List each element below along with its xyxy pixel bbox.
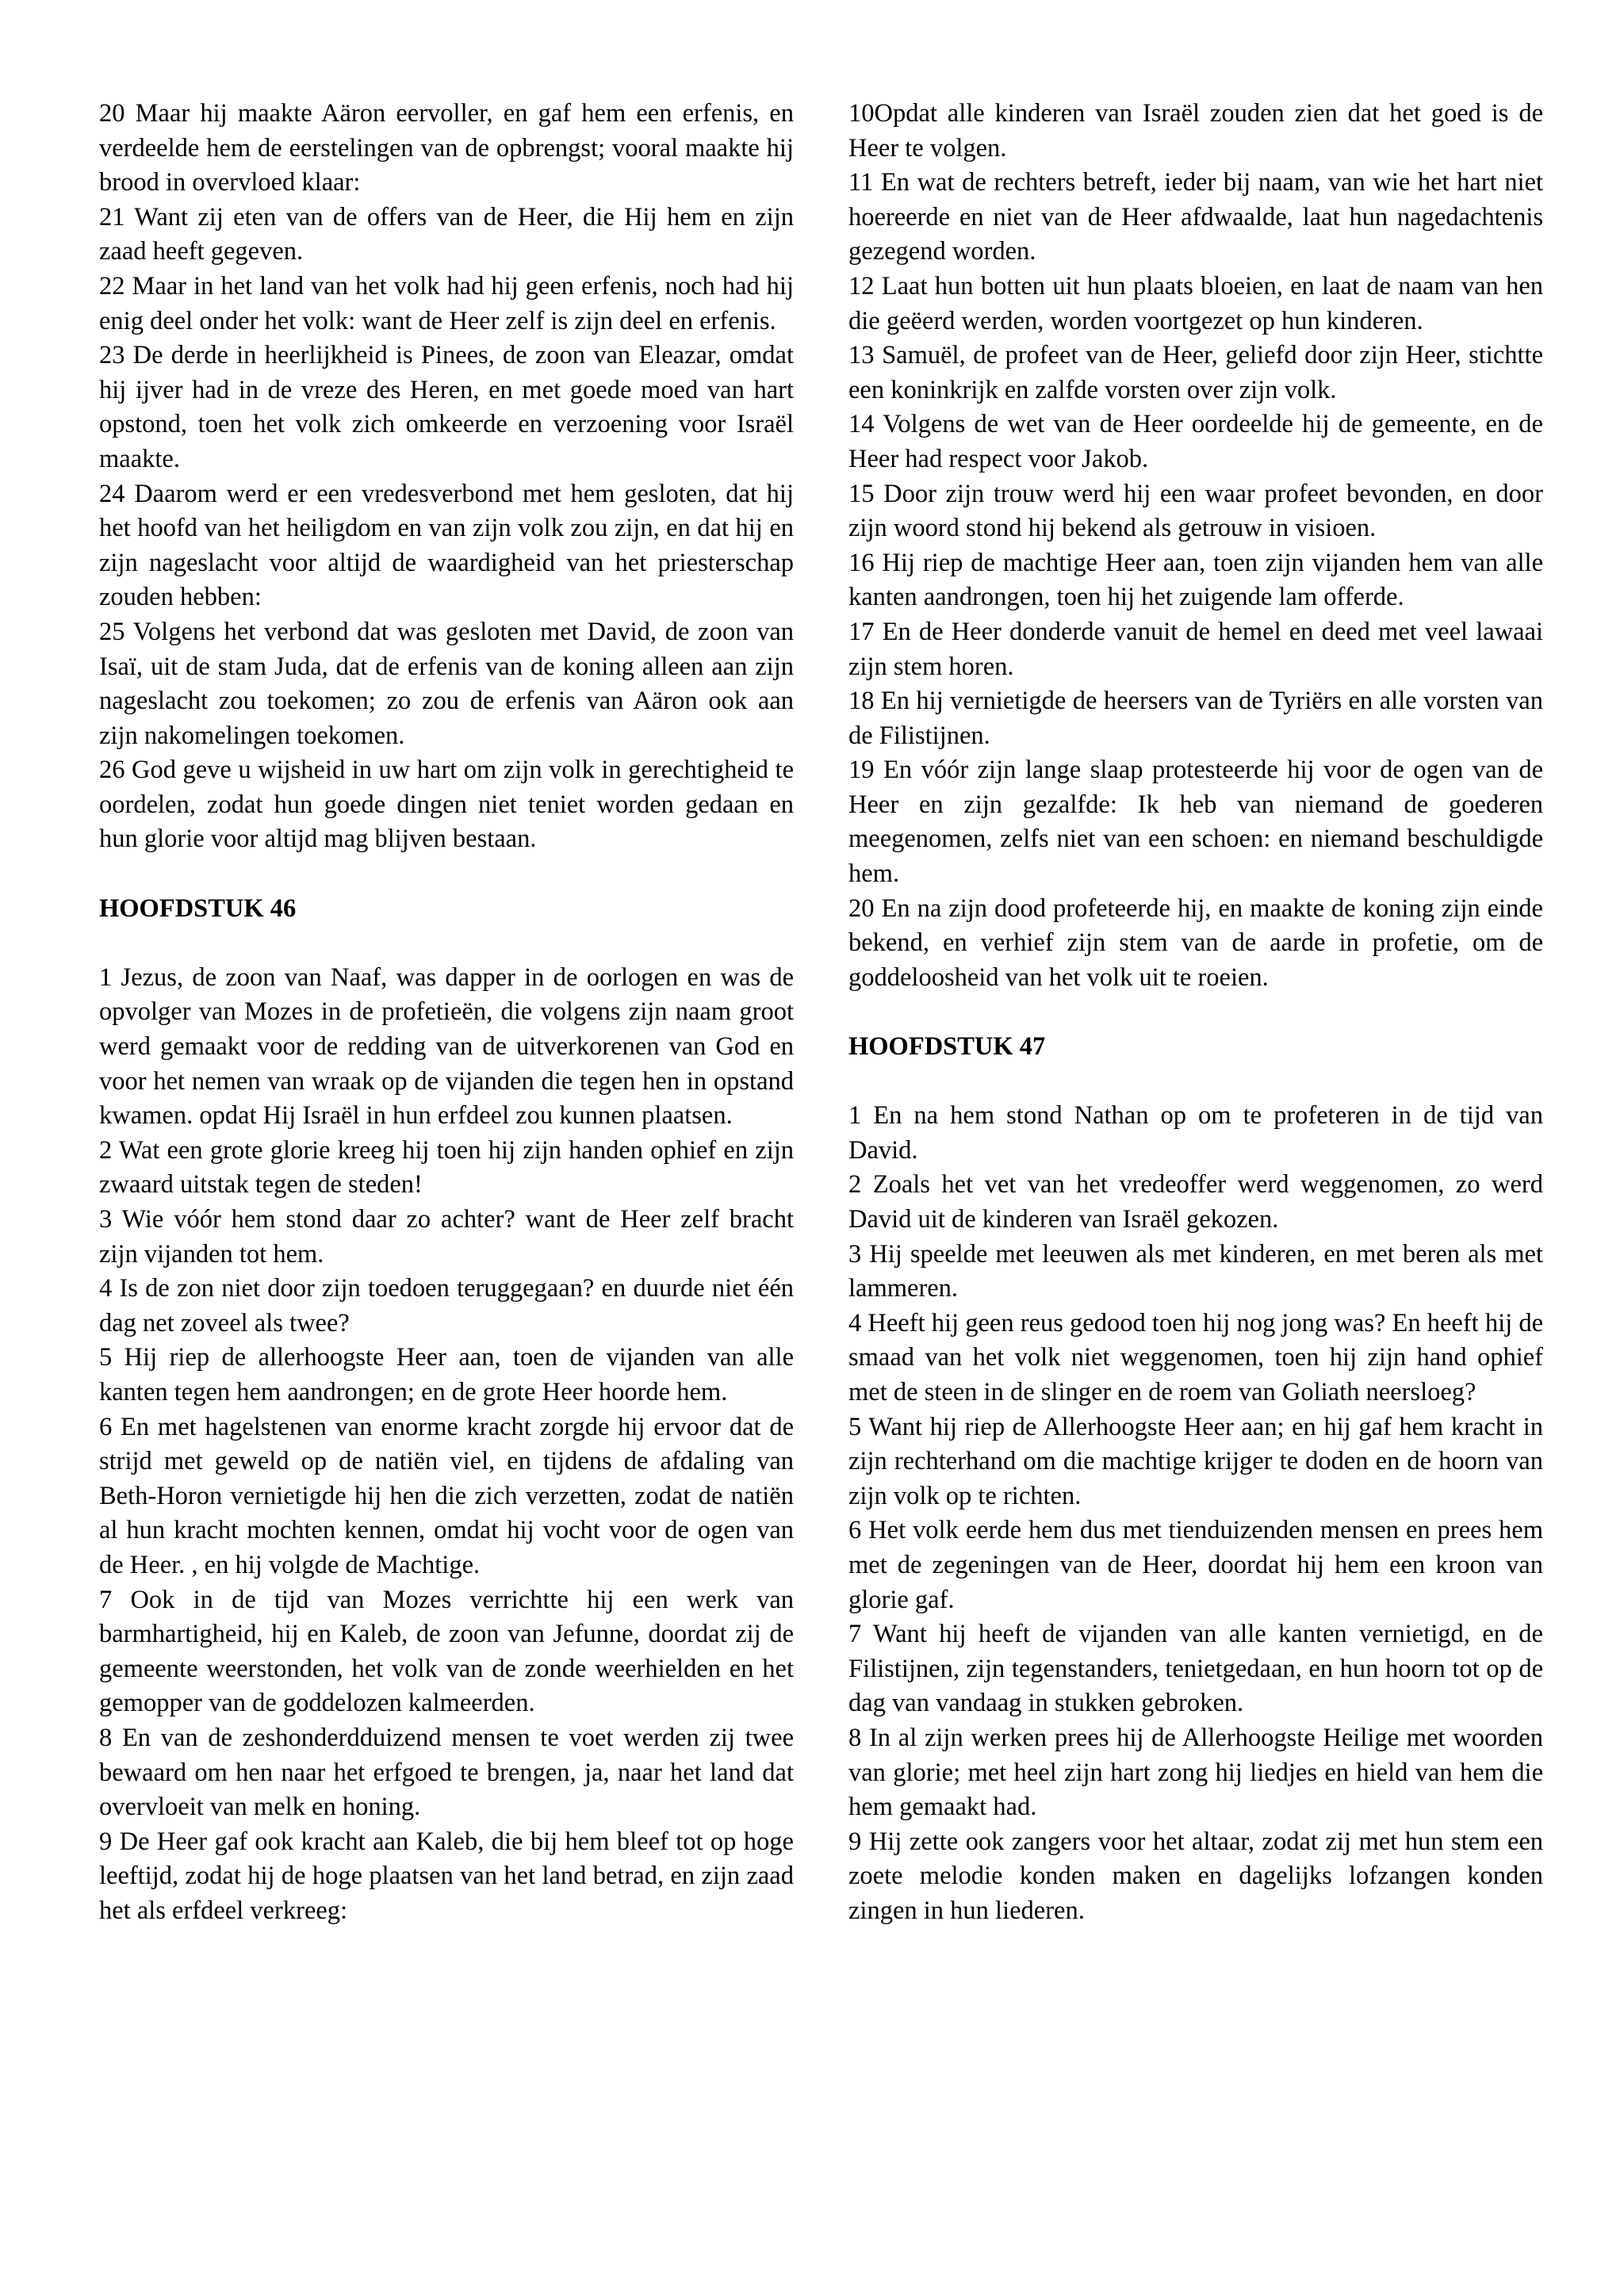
verse-1: 1 Jezus, de zoon van Naaf, was dapper in de oorlogen en was de opvolger van Mozes in de profetieën, die volgens zijn naam groot werd gemaakt voor de redding van de uitverkorenen van God en voor het nemen van wraak op de vijanden die tegen hen in opstand kwamen. opdat Hij Israël in hun erfdeel zou kunnen plaatsen. (99, 962, 794, 1131)
verse-23: 23 De derde in heerlijkheid is Pinees, de zoon van Eleazar, omdat hij ijver had in de vreze des Heren, en met goede moed van hart opstond, toen het volk zich omkeerde en verzoening voor Israël maakte. (99, 341, 794, 473)
verse-5: 5 Want hij riep de Allerhoogste Heer aan; en hij gaf hem kracht in zijn rechterhand om die machtige krijger te doden en de hoorn van zijn volk op te richten. (848, 1412, 1543, 1510)
verse-12: 12 Laat hun botten uit hun plaats bloeien, en laat de naam van hen die geëerd werden, worden voortgezet op hun kinderen. (848, 271, 1543, 335)
verse-3: 3 Hij speelde met leeuwen als met kinderen, en met beren als met lammeren. (848, 1239, 1543, 1303)
verse-11: 11 En wat de rechters betreft, ieder bij naam, van wie het hart niet hoereerde en niet van de Heer afdwaalde, laat hun nagedachtenis gezegend worden. (848, 168, 1543, 266)
verse-7: 7 Want hij heeft de vijanden van alle kanten vernietigd, en de Filistijnen, zijn tegenstanders, tenietgedaan, en hun hoorn tot op de dag van vandaag in stukken gebroken. (848, 1620, 1543, 1718)
verse-20: 20 En na zijn dood profeteerde hij, en maakte de koning zijn einde bekend, en verhief zijn stem van de aarde in profetie, om de goddeloosheid van het volk uit te roeien. (848, 894, 1543, 992)
verse-3: 3 Wie vóór hem stond daar zo achter? want de Heer zelf bracht zijn vijanden tot hem. (99, 1205, 794, 1269)
verse-8: 8 En van de zeshonderdduizend mensen te voet werden zij twee bewaard om hen naar het erfgoed te brengen, ja, naar het land dat overvloeit van melk en honing. (99, 1723, 794, 1822)
chapter-heading-46: HOOFDSTUK 46 (99, 894, 297, 923)
verse-6: 6 Het volk eerde hem dus met tienduizenden mensen en prees hem met de zegeningen van de Heer, doordat hij hem een kroon van glorie gaf. (848, 1516, 1543, 1614)
verse-21: 21 Want zij eten van de offers van de Heer, die Hij hem en zijn zaad heeft gegeven. (99, 202, 794, 266)
verse-26: 26 God geve u wijsheid in uw hart om zijn volk in gerechtigheid te oordelen, zodat hun goede dingen niet teniet worden gedaan en hun glorie voor altijd mag blijven bestaan. (99, 756, 794, 854)
verse-25: 25 Volgens het verbond dat was gesloten met David, de zoon van Isaï, uit de stam Juda, dat de erfenis van de koning alleen aan zijn nageslacht zou toekomen; zo zou de erfenis van Aäron ook aan zijn nakomelingen toekomen. (99, 617, 794, 750)
verse-9: 9 De Heer gaf ook kracht aan Kaleb, die bij hem bleef tot op hoge leeftijd, zodat hij de hoge plaatsen van het land betrad, en zijn zaad het als erfdeel verkreeg: (99, 1827, 794, 1925)
verse-20: 20 Maar hij maakte Aäron eervoller, en gaf hem een erfenis, en verdeelde hem de eerstelingen van de opbrengst; vooral maakte hij brood in overvloed klaar: (99, 99, 794, 197)
verse-2: 2 Wat een grote glorie kreeg hij toen hij zijn handen ophief en zijn zwaard uitstak tegen de steden! (99, 1135, 794, 1200)
right-column (848, 97, 1543, 1928)
verse-15: 15 Door zijn trouw werd hij een waar profeet bevonden, en door zijn woord stond hij bekend als getrouw in visioen. (848, 479, 1543, 543)
verse-13: 13 Samuël, de profeet van de Heer, geliefd door zijn Heer, stichtte een koninkrijk en zalfde vorsten over zijn volk. (848, 341, 1543, 404)
chapter-heading-47: HOOFDSTUK 47 (848, 1032, 1046, 1062)
verse-6: 6 En met hagelstenen van enorme kracht zorgde hij ervoor dat de strijd met geweld op de natiën viel, en tijdens de afdaling van Beth-Horon vernietigde hij hen die zich verzetten, zodat de natiën al hun kracht mochten kennen, omdat hij vocht voor de ogen van de Heer. , en hij volgde de Machtige. (99, 1412, 794, 1579)
verse-17: 17 En de Heer donderde vanuit de hemel en deed met veel lawaai zijn stem horen. (848, 617, 1543, 681)
verse-9: 9 Hij zette ook zangers voor het altaar, zodat zij met hun stem een zoete melodie konden maken en dagelijks lofzangen konden zingen in hun liederen. (848, 1827, 1543, 1925)
verse-16: 16 Hij riep de machtige Heer aan, toen zijn vijanden hem van alle kanten aandrongen, toen hij het zuigende lam offerde. (848, 548, 1543, 612)
verse-4: 4 Is de zon niet door zijn toedoen teruggegaan? en duurde niet één dag net zoveel als twee? (99, 1274, 794, 1337)
left-column (99, 97, 794, 1928)
verse-24: 24 Daarom werd er een vredesverbond met hem gesloten, dat hij het hoofd van het heiligdom en van zijn volk zou zijn, en dat hij en zijn nageslacht voor altijd de waardigheid van het priesterschap zouden hebben: (99, 479, 794, 612)
verse-19: 19 En vóór zijn lange slaap protesteerde hij voor de ogen van de Heer en zijn gezalfde: Ik heb van niemand de goederen meegenomen, zelfs niet van een schoen: en niemand beschuldigde hem. (848, 756, 1543, 889)
verse-10: 10Opdat alle kinderen van Israël zouden zien dat het goed is de Heer te volgen. (848, 99, 1543, 163)
verse-8: 8 In al zijn werken prees hij de Allerhoogste Heilige met woorden van glorie; met heel zijn hart zong hij liedjes en hield van hem die hem gemaakt had. (848, 1723, 1543, 1822)
verse-5: 5 Hij riep de allerhoogste Heer aan, toen de vijanden van alle kanten tegen hem aandrongen; en de grote Heer hoorde hem. (99, 1343, 794, 1406)
verse-14: 14 Volgens de wet van de Heer oordeelde hij de gemeente, en de Heer had respect voor Jakob. (848, 410, 1543, 473)
verse-4: 4 Heeft hij geen reus gedood toen hij nog jong was? En heeft hij de smaad van het volk niet weggenomen, toen hij zijn hand ophief met de steen in de slinger en de roem van Goliath neersloeg? (848, 1308, 1543, 1406)
verse-2: 2 Zoals het vet van het vredeoffer werd weggenomen, zo werd David uit de kinderen van Israël gekozen. (848, 1170, 1543, 1234)
verse-1: 1 En na hem stond Nathan op om te profeteren in de tijd van David. (848, 1101, 1543, 1165)
verse-7: 7 Ook in de tijd van Mozes verrichtte hij een werk van barmhartigheid, hij en Kaleb, de zoon van Jefunne, doordat zij de gemeente weerstonden, het volk van de zonde weerhielden en het gemopper van de goddelozen kalmeerden. (99, 1585, 794, 1718)
verse-18: 18 En hij vernietigde de heersers van de Tyriërs en alle vorsten van de Filistijnen. (848, 687, 1543, 750)
verse-22: 22 Maar in het land van het volk had hij geen erfenis, noch had hij enig deel onder het volk: want de Heer zelf is zijn deel en erfenis. (99, 271, 794, 335)
